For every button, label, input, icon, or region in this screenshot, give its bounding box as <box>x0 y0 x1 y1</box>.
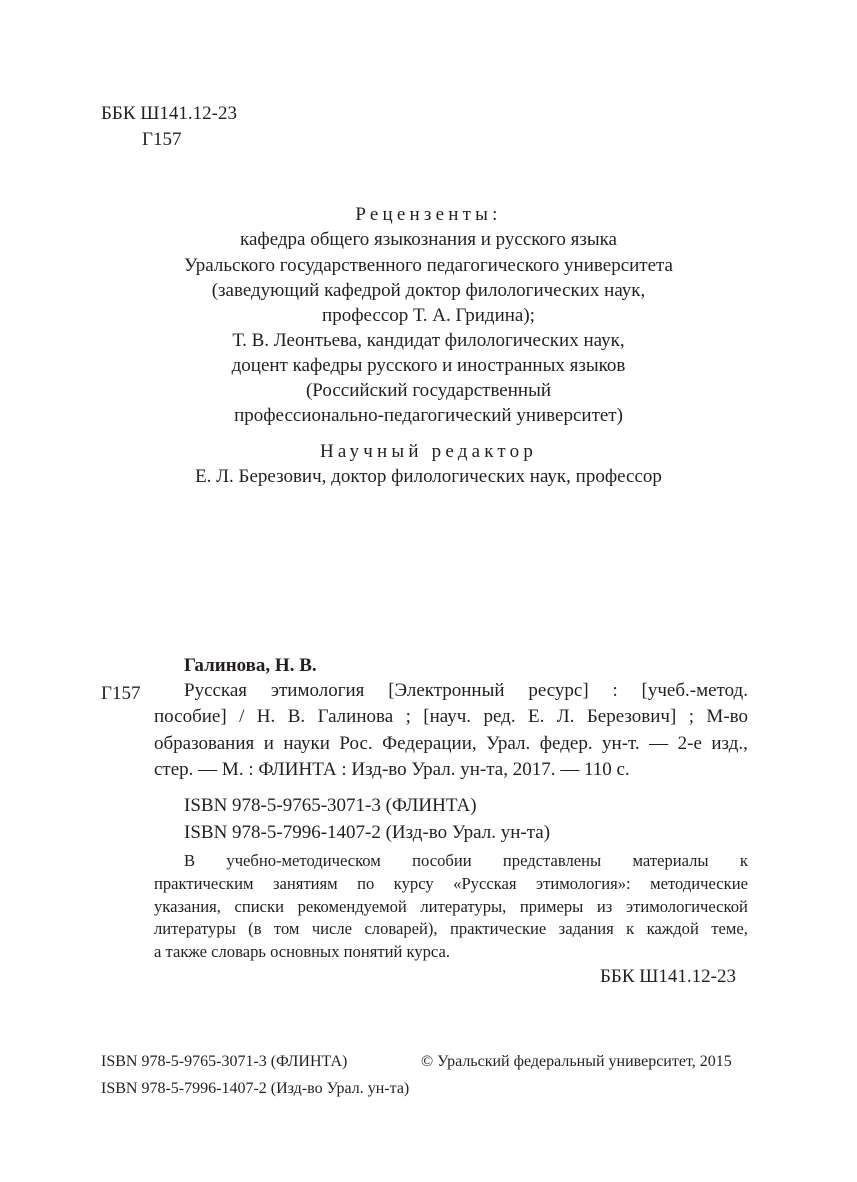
footer-isbn: ISBN 978-5-7996-1407-2 (Изд-во Урал. ун-та) <box>101 1080 410 1097</box>
author-mark: Г157 <box>142 129 182 150</box>
card-desc-line: Русская этимология [Электронный ресурс] : [учеб.-метод. <box>184 680 748 701</box>
editor-heading: Научный редактор <box>319 441 538 462</box>
reviewer-line: (Российский государственный <box>305 380 552 401</box>
reviewer-line: Т. В. Леонтьева, кандидат филологических наук, <box>232 330 625 351</box>
abstract-line: указания, списки рекомендуемой литературы, примеры из этимологической <box>154 897 748 916</box>
abstract-line: В учебно-методическом пособии представлены материалы к <box>184 851 748 870</box>
abstract-line: литературы (в том числе словарей), практические задания к каждой теме, <box>154 919 748 938</box>
reviewers-heading: Рецензенты: <box>355 204 502 225</box>
bbk-index: ББК Ш141.12-23 <box>101 103 237 124</box>
copyright: © Уральский федеральный университет, 2015 <box>421 1053 732 1070</box>
card-author: Галинова, Н. В. <box>184 655 317 676</box>
reviewer-line: (заведующий кафедрой доктор филологических наук, <box>211 280 646 301</box>
abstract-last: а также словарь основных понятий курса. <box>154 942 451 961</box>
reviewer-line: Уральского государственного педагогического университета <box>183 255 673 276</box>
reviewer-line: доцент кафедры русского и иностранных языков <box>231 355 626 376</box>
reviewer-line: профессор Т. А. Гридина); <box>322 305 535 326</box>
reviewer-line: кафедра общего языкознания и русского языка <box>240 229 617 250</box>
card-desc-line: образования и науки Рос. Федерации, Урал. федер. ун-т. — 2-е изд., <box>154 733 748 754</box>
card-isbn: ISBN 978-5-7996-1407-2 (Изд-во Урал. ун-та) <box>184 822 551 843</box>
editor-line: Е. Л. Березович, доктор филологических наук, профессор <box>195 466 662 487</box>
abstract-line: практическим занятиям по курсу «Русская этимология»: методические <box>154 874 748 893</box>
card-mark: Г157 <box>101 683 141 704</box>
reviewer-line: профессионально-педагогический университет) <box>234 405 623 426</box>
bbk-bottom: ББК Ш141.12-23 <box>600 966 736 987</box>
card-desc-line: пособие] / Н. В. Галинова ; [науч. ред. Е. Л. Березович] ; М-во <box>154 706 748 727</box>
card-isbn: ISBN 978-5-9765-3071-3 (ФЛИНТА) <box>184 795 477 816</box>
card-desc-last: стер. — М. : ФЛИНТА : Изд-во Урал. ун-та, 2017. — 110 с. <box>154 759 630 780</box>
footer-isbn: ISBN 978-5-9765-3071-3 (ФЛИНТА) <box>101 1053 348 1070</box>
